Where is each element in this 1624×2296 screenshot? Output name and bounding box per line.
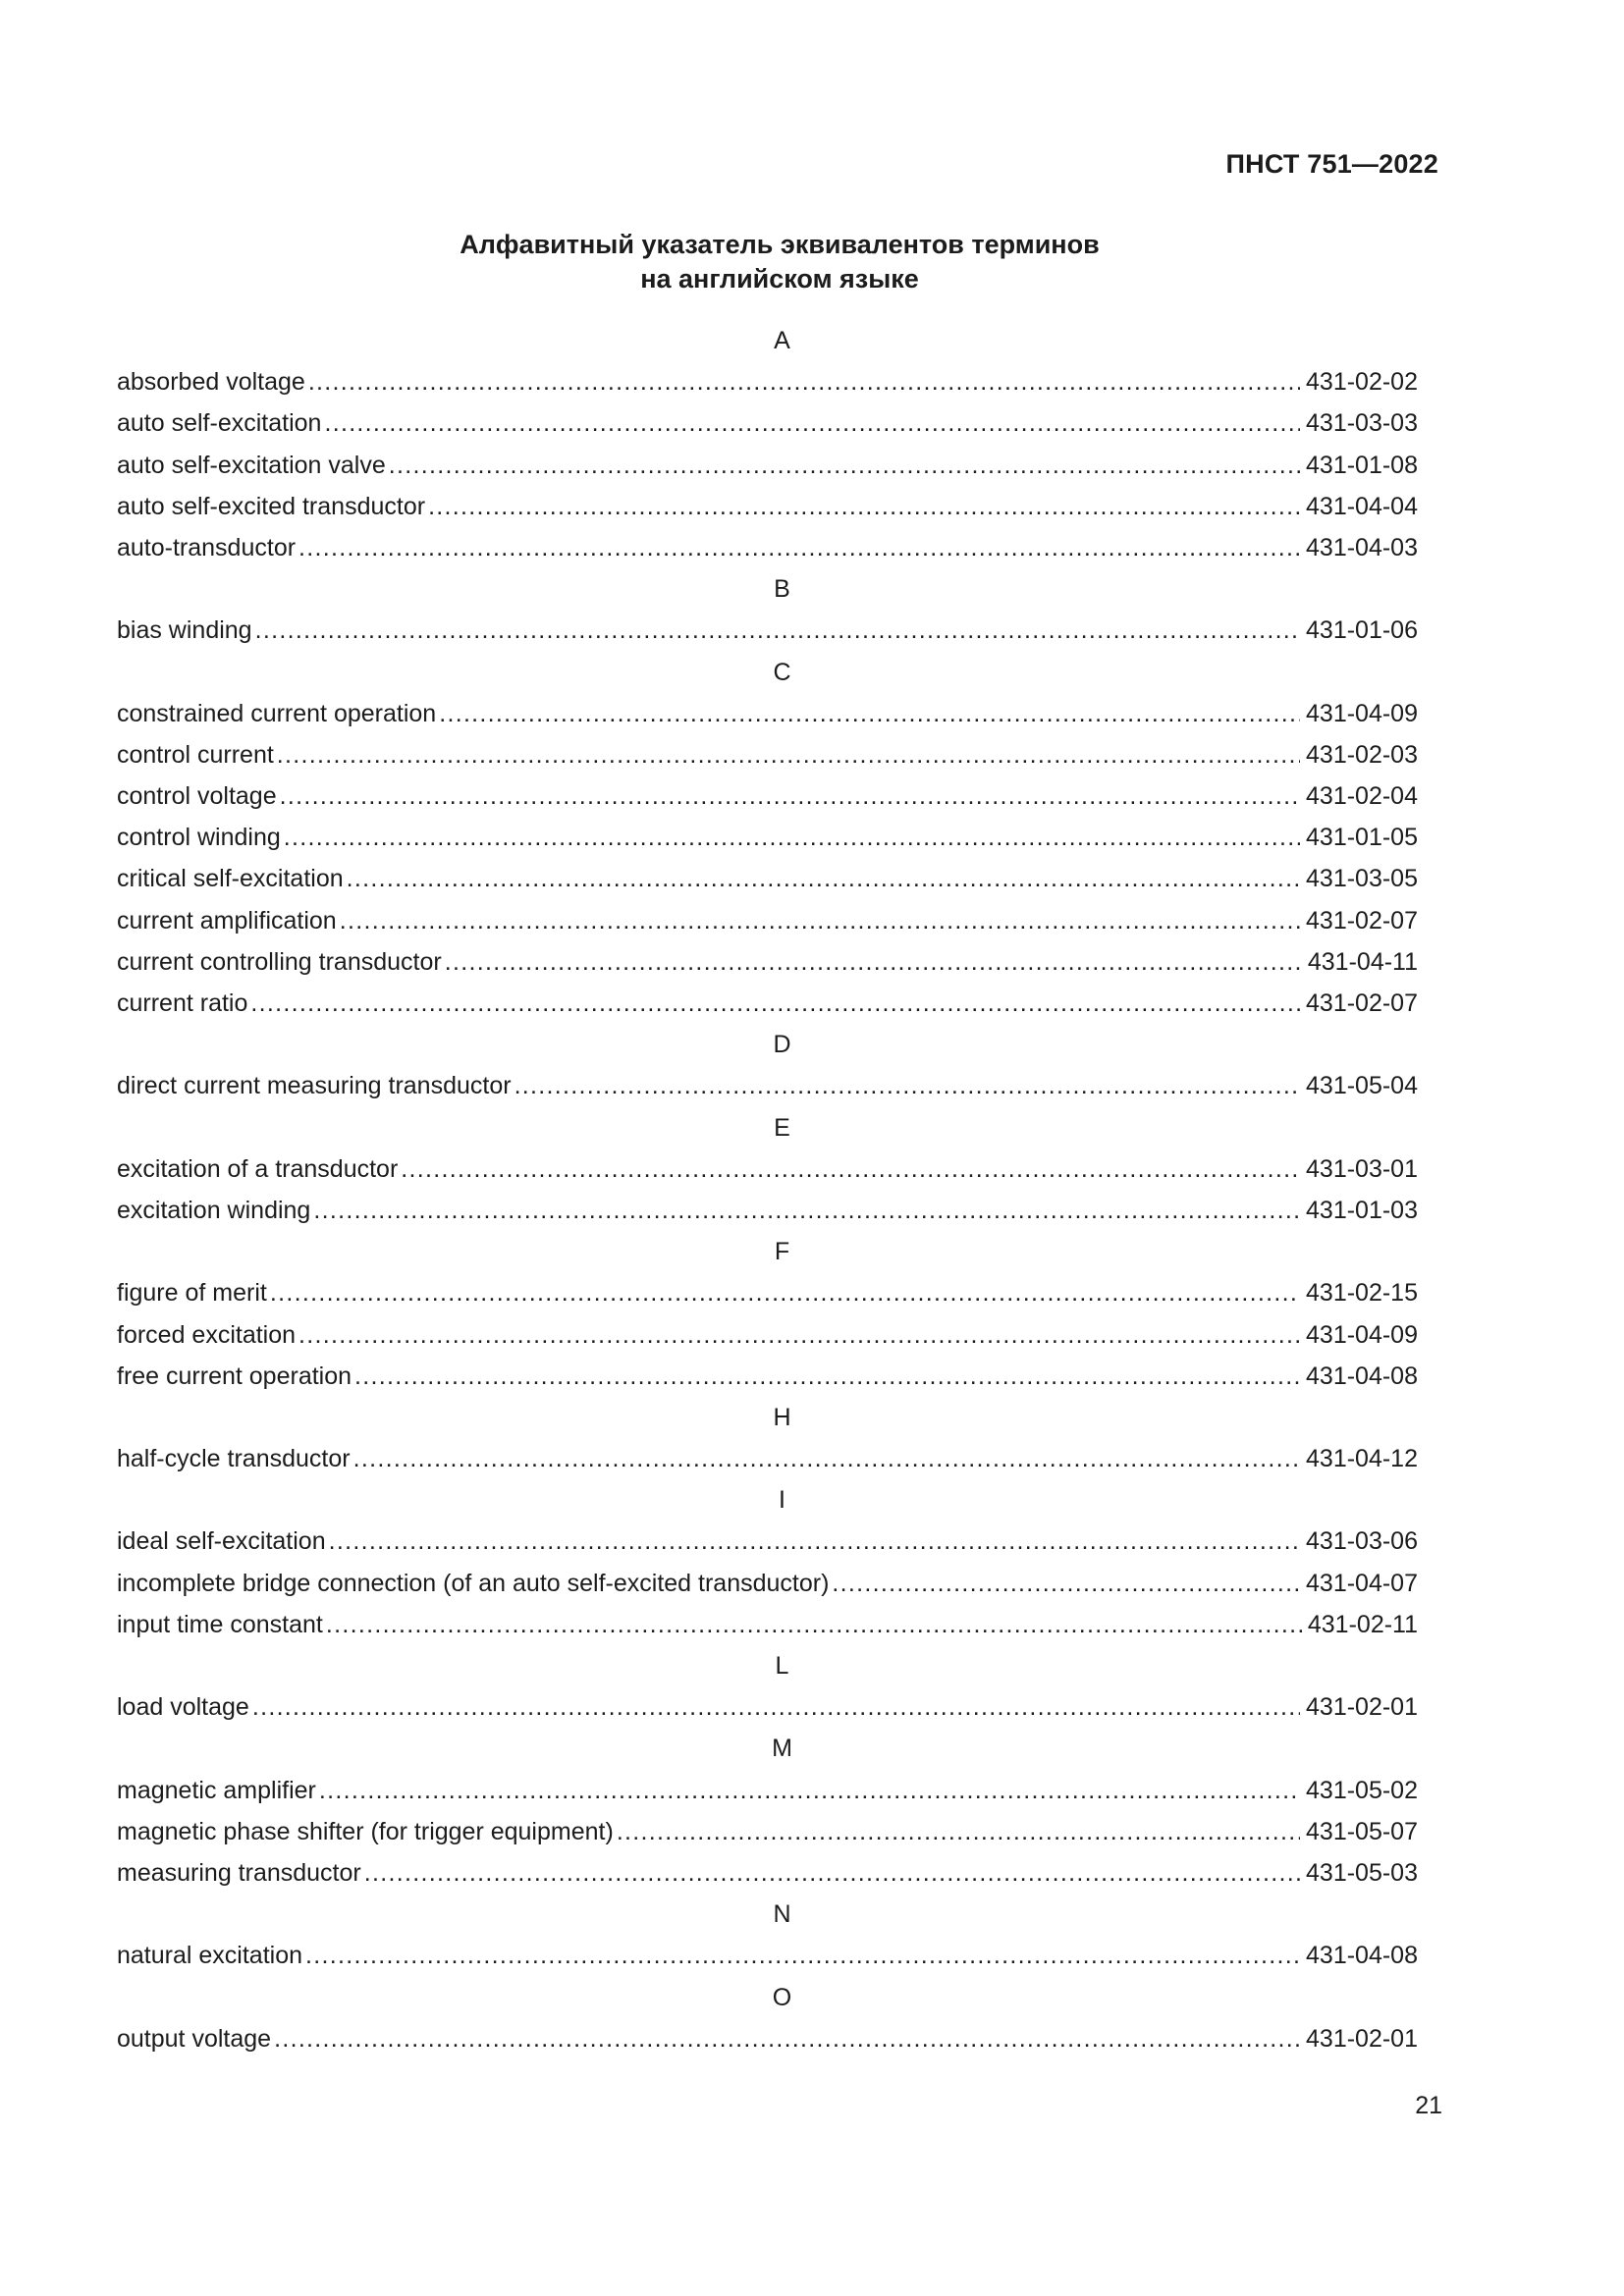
term-index: [117, 320, 1418, 2059]
entry-code: 431-01-08: [1306, 451, 1418, 479]
section-letter: N: [773, 1900, 791, 1929]
dot-leader: [255, 610, 1300, 651]
entry-term: constrained current operation: [117, 699, 437, 727]
dot-leader: [274, 2018, 1300, 2059]
entry-term: auto self-excited transductor: [117, 492, 426, 520]
index-entry: [117, 1272, 1418, 1313]
dot-leader: [319, 1770, 1300, 1811]
index-entry: [117, 1438, 1418, 1479]
entry-term: auto self-excitation: [117, 409, 322, 438]
index-entry: [117, 527, 1418, 568]
entry-code: 431-02-07: [1306, 989, 1418, 1017]
entry-term: excitation of a transductor: [117, 1154, 399, 1183]
dot-leader: [364, 1852, 1300, 1894]
dot-leader: [445, 941, 1302, 983]
section-letter: O: [772, 1983, 792, 2011]
dot-leader: [324, 402, 1300, 444]
dot-leader: [832, 1563, 1300, 1604]
dot-leader: [284, 817, 1300, 858]
entry-term: output voltage: [117, 2024, 272, 2053]
entry-code: 431-04-12: [1306, 1445, 1418, 1473]
dot-leader: [313, 1190, 1300, 1231]
entry-code: 431-04-09: [1306, 1320, 1418, 1349]
index-entry: [117, 983, 1418, 1024]
index-entry: [117, 610, 1418, 651]
dot-leader: [353, 1438, 1300, 1479]
entry-code: 431-05-03: [1306, 1858, 1418, 1887]
index-entry: [117, 1190, 1418, 1231]
section-letter: D: [773, 1031, 791, 1059]
entry-term: incomplete bridge connection (of an auto self-excited transductor): [117, 1569, 830, 1597]
page-title: [0, 228, 1559, 296]
entry-code: 431-02-02: [1306, 368, 1418, 397]
entry-term: natural excitation: [117, 1942, 303, 1970]
entry-term: free current operation: [117, 1362, 352, 1390]
entry-term: measuring transductor: [117, 1858, 361, 1887]
dot-leader: [340, 900, 1300, 941]
entry-term: auto-transductor: [117, 533, 297, 561]
entry-term: bias winding: [117, 616, 252, 645]
index-entry: [117, 858, 1418, 899]
entry-term: forced excitation: [117, 1320, 297, 1349]
section-letter: M: [772, 1735, 792, 1763]
entry-code: 431-01-06: [1306, 616, 1418, 645]
index-entry: [117, 1770, 1418, 1811]
entry-term: control winding: [117, 824, 281, 852]
dot-leader: [250, 983, 1300, 1024]
entry-code: 431-03-05: [1306, 865, 1418, 893]
section-letter: B: [774, 575, 790, 604]
index-entry: [117, 1356, 1418, 1397]
entry-code: 431-02-11: [1307, 1610, 1418, 1638]
index-entry: [117, 693, 1418, 734]
index-entry: [117, 1604, 1418, 1645]
index-entry: [117, 1935, 1418, 1976]
index-entry: [117, 361, 1418, 402]
dot-leader: [277, 734, 1300, 775]
entry-code: 431-03-06: [1306, 1527, 1418, 1556]
entry-term: current ratio: [117, 989, 248, 1017]
entry-code: 431-04-08: [1306, 1942, 1418, 1970]
entry-code: 431-02-01: [1306, 2024, 1418, 2053]
index-entry: [117, 1065, 1418, 1106]
entry-code: 431-03-01: [1306, 1154, 1418, 1183]
dot-leader: [326, 1604, 1302, 1645]
document-code: ПНСТ 751—2022: [1225, 149, 1438, 179]
index-entry: [117, 941, 1418, 983]
entry-code: 431-04-07: [1306, 1569, 1418, 1597]
dot-leader: [252, 1686, 1300, 1728]
dot-leader: [347, 858, 1300, 899]
page-number: 21: [1415, 2092, 1442, 2119]
section-letter: H: [773, 1403, 791, 1431]
entry-term: critical self-excitation: [117, 865, 344, 893]
entry-code: 431-02-04: [1306, 782, 1418, 811]
dot-leader: [389, 445, 1300, 486]
entry-term: current controlling transductor: [117, 947, 442, 976]
entry-term: control current: [117, 740, 274, 769]
entry-code: 431-02-15: [1306, 1279, 1418, 1308]
section-letter: C: [773, 658, 791, 686]
index-entry: [117, 1314, 1418, 1356]
entry-code: 431-05-07: [1306, 1817, 1418, 1845]
index-entry: [117, 1852, 1418, 1894]
section-letter: E: [774, 1113, 790, 1142]
dot-leader: [428, 486, 1300, 527]
entry-term: excitation winding: [117, 1196, 311, 1224]
dot-leader: [354, 1356, 1300, 1397]
entry-term: half-cycle transductor: [117, 1445, 351, 1473]
entry-term: direct current measuring transductor: [117, 1072, 512, 1100]
entry-code: 431-01-03: [1306, 1196, 1418, 1224]
dot-leader: [305, 1935, 1300, 1976]
section-letter: A: [774, 327, 790, 354]
dot-leader: [439, 693, 1300, 734]
entry-code: 431-04-03: [1306, 533, 1418, 561]
entry-term: current amplification: [117, 906, 337, 934]
index-entry: [117, 1811, 1418, 1852]
section-letter: I: [779, 1486, 785, 1515]
entry-term: absorbed voltage: [117, 368, 305, 397]
index-entry: [117, 775, 1418, 817]
dot-leader: [514, 1065, 1300, 1106]
entry-code: 431-04-08: [1306, 1362, 1418, 1390]
index-entry: [117, 734, 1418, 775]
entry-term: ideal self-excitation: [117, 1527, 326, 1556]
entry-code: 431-04-11: [1307, 947, 1418, 976]
entry-term: control voltage: [117, 782, 277, 811]
index-entry: [117, 1563, 1418, 1604]
entry-code: 431-02-07: [1306, 906, 1418, 934]
dot-leader: [329, 1521, 1300, 1562]
page-title-line-2: на английском языке: [640, 264, 919, 294]
dot-leader: [617, 1811, 1300, 1852]
index-entry: [117, 1686, 1418, 1728]
index-entry: [117, 1148, 1418, 1190]
section-letter: F: [774, 1238, 790, 1266]
entry-code: 431-02-03: [1306, 740, 1418, 769]
index-entry: [117, 2018, 1418, 2059]
entry-code: 431-01-05: [1306, 824, 1418, 852]
section-letter: L: [775, 1652, 789, 1680]
entry-code: 431-05-02: [1306, 1776, 1418, 1804]
index-entry: [117, 486, 1418, 527]
index-entry: [117, 445, 1418, 486]
entry-term: magnetic phase shifter (for trigger equipment): [117, 1817, 614, 1845]
entry-term: input time constant: [117, 1610, 323, 1638]
dot-leader: [298, 1314, 1300, 1356]
entry-code: 431-04-09: [1306, 699, 1418, 727]
index-entry: [117, 402, 1418, 444]
index-entry: [117, 817, 1418, 858]
entry-term: figure of merit: [117, 1279, 267, 1308]
entry-code: 431-05-04: [1306, 1072, 1418, 1100]
dot-leader: [298, 527, 1300, 568]
page-title-line-1: Алфавитный указатель эквивалентов терминов: [460, 230, 1100, 259]
dot-leader: [308, 361, 1300, 402]
index-entry: [117, 1521, 1418, 1562]
index-entry: [117, 900, 1418, 941]
entry-code: 431-04-04: [1306, 492, 1418, 520]
dot-leader: [270, 1272, 1300, 1313]
dot-leader: [401, 1148, 1300, 1190]
entry-code: 431-03-03: [1306, 409, 1418, 438]
entry-code: 431-02-01: [1306, 1693, 1418, 1722]
entry-term: load voltage: [117, 1693, 249, 1722]
entry-term: auto self-excitation valve: [117, 451, 386, 479]
dot-leader: [280, 775, 1300, 817]
entry-term: magnetic amplifier: [117, 1776, 316, 1804]
